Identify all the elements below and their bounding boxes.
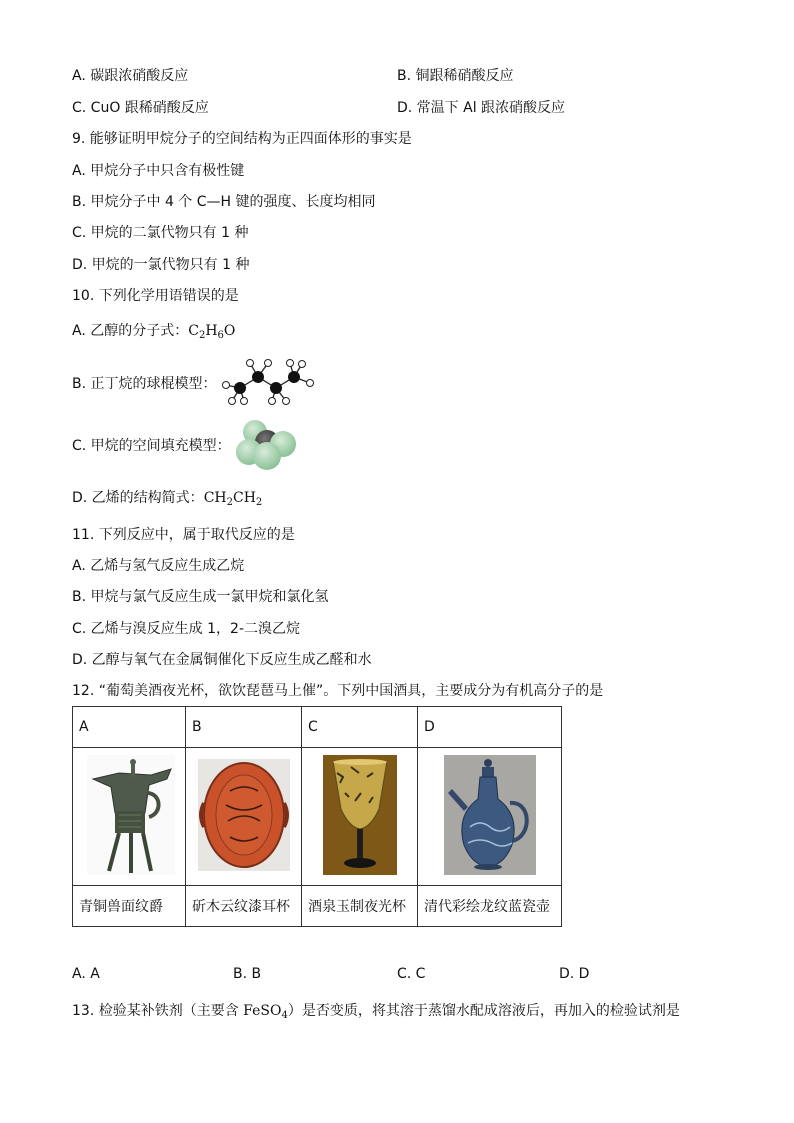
option-10d (72, 489, 262, 512)
option-8a: A. 碳跟浓硝酸反应 (72, 68, 189, 84)
answer-12d: D. D (559, 966, 590, 982)
option-10a (72, 322, 235, 345)
jade-night-light-cup-image (302, 748, 418, 886)
option-8c: C. CuO 跟稀硝酸反应 (72, 100, 209, 116)
table-header-a: A (73, 707, 186, 748)
option-8b: B. 铜跟稀硝酸反应 (397, 68, 514, 84)
wine-vessel-table (72, 706, 562, 927)
question-11-stem: 11. 下列反应中，属于取代反应的是 (72, 527, 295, 543)
option-9a: A. 甲烷分子中只含有极性键 (72, 163, 245, 179)
option-9c: C. 甲烷的二氯代物只有 1 种 (72, 225, 249, 241)
ethanol-formula: $C_2H_6O$ (188, 323, 236, 341)
ferrous-sulfate-formula: FeSO$_4$ (243, 1003, 288, 1021)
option-10a-label: A. 乙醇的分子式： (72, 323, 189, 339)
answer-12a: A. A (72, 966, 100, 982)
option-10b-label: B. 正丁烷的球棍模型： (72, 376, 217, 392)
option-9d: D. 甲烷的一氯代物只有 1 种 (72, 257, 250, 273)
blue-porcelain-ewer-image (418, 748, 562, 886)
question-12-stem: 12. “葡萄美酒夜光杯，欲饮琵琶马上催”。下列中国酒具，主要成分为有机高分子的是 (72, 683, 604, 699)
option-11b: B. 甲烷与氯气反应生成一氯甲烷和氯化氢 (72, 589, 329, 605)
caption-a: 青铜兽面纹爵 (73, 886, 186, 927)
question-10-stem: 10. 下列化学用语错误的是 (72, 288, 239, 304)
answer-12c: C. C (397, 966, 426, 982)
methane-space-filling-model (233, 418, 301, 472)
option-10d-label: D. 乙烯的结构简式： (72, 490, 204, 506)
answer-12b: B. B (233, 966, 262, 982)
bronze-jue-image (73, 748, 186, 886)
table-header-d: D (418, 707, 562, 748)
table-header-b: B (186, 707, 302, 748)
ethylene-formula: $CH_2CH_2$ (203, 490, 263, 508)
lacquer-ear-cup-image (186, 748, 302, 886)
question-13-stem: 13. 检验某补铁剂（主要含 FeSO$_4$）是否变质，将其溶于蒸馏水配成溶液后，再加入的检验试剂是 (72, 1003, 680, 1021)
option-11c: C. 乙烯与溴反应生成 1，2-二溴乙烷 (72, 621, 300, 637)
option-9b: B. 甲烷分子中 4 个 C—H 键的强度、长度均相同 (72, 194, 376, 210)
question-9-stem: 9. 能够证明甲烷分子的空间结构为正四面体形的事实是 (72, 131, 412, 147)
table-header-c: C (302, 707, 418, 748)
option-10c-label: C. 甲烷的空间填充模型： (72, 438, 231, 454)
caption-b: 斫木云纹漆耳杯 (186, 886, 302, 927)
caption-d: 清代彩绘龙纹蓝瓷壶 (418, 886, 562, 927)
butane-ball-stick-model (218, 356, 318, 408)
caption-c: 酒泉玉制夜光杯 (302, 886, 418, 927)
option-11d: D. 乙醇与氧气在金属铜催化下反应生成乙醛和水 (72, 652, 372, 668)
option-11a: A. 乙烯与氢气反应生成乙烷 (72, 558, 245, 574)
option-8d: D. 常温下 Al 跟浓硝酸反应 (397, 100, 566, 116)
